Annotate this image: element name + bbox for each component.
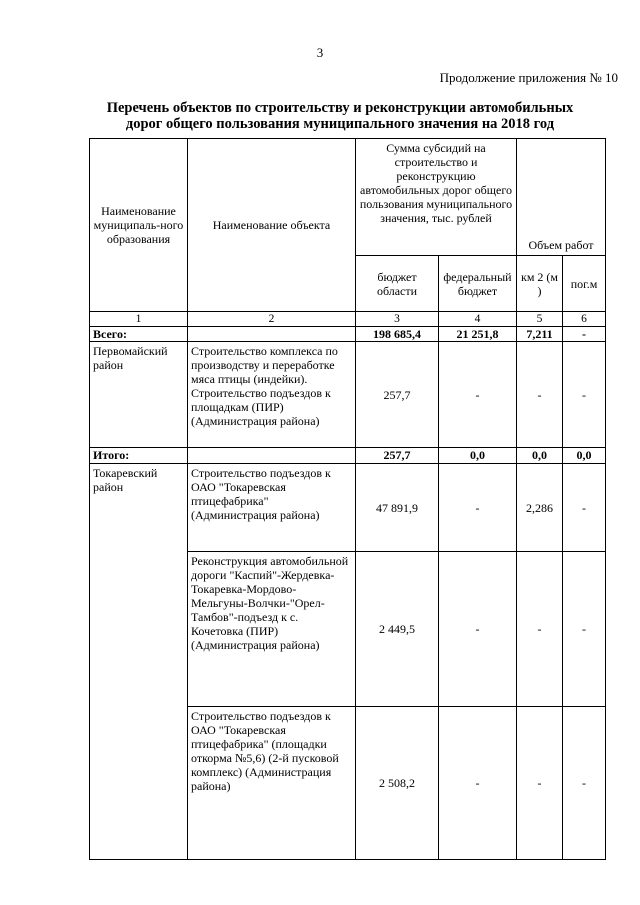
subtotal-km: 0,0 [517, 448, 563, 464]
regional-value: 47 891,9 [356, 464, 439, 552]
km-value: - [517, 342, 563, 448]
objects-table [89, 138, 606, 860]
table-row [90, 342, 606, 448]
subtotal-regional: 257,7 [356, 448, 439, 464]
regional-value: 257,7 [356, 342, 439, 448]
col-num: 2 [188, 312, 356, 327]
total-regional: 198 685,4 [356, 327, 439, 342]
object-name: Строительство комплекса по производству и переработке мяса птицы (индейки). Строительство подъездов к площадкам (ПИР) (Администрация района) [188, 342, 356, 448]
total-pogm: - [563, 327, 606, 342]
header-object: Наименование объекта [188, 139, 356, 312]
empty-cell [188, 327, 356, 342]
subtotal-pogm: 0,0 [563, 448, 606, 464]
total-row [90, 327, 606, 342]
regional-value: 2 508,2 [356, 707, 439, 860]
district-name: Токаревский район [90, 464, 188, 860]
appendix-label: Продолжение приложения № 10 [439, 70, 618, 85]
empty-cell [188, 448, 356, 464]
col-num: 4 [439, 312, 517, 327]
pogm-value: - [563, 552, 606, 707]
total-label: Всего: [90, 327, 188, 342]
col-num: 5 [517, 312, 563, 327]
subtotal-row [90, 448, 606, 464]
object-name: Строительство подъездов к ОАО "Токаревская птицефабрика" (площадки откорма №5,6) (2-й пусковой комплекс) (Администрация района) [188, 707, 356, 860]
regional-value: 2 449,5 [356, 552, 439, 707]
page-number: 3 [316, 45, 324, 60]
header-subsidy: Сумма субсидий на строительство и реконструкцию автомобильных дорог общего пользования муниципального значения, тыс. рублей [356, 139, 517, 256]
column-numbers-row [90, 312, 606, 327]
object-name: Реконструкция автомобильной дороги "Каспий"-Жердевка-Токаревка-Мордово-Мельгуны-Волчки-"Орел-Тамбов"-подъезд к с. Кочетовка (ПИР) (Администрация района) [188, 552, 356, 707]
federal-value: - [439, 464, 517, 552]
title-line-1: Перечень объектов по строительству и реконструкции автомобильных [106, 100, 574, 116]
header-volume: Объем работ [517, 139, 606, 256]
km-value: 2,286 [517, 464, 563, 552]
subtotal-label: Итого: [90, 448, 188, 464]
federal-value: - [439, 707, 517, 860]
district-name: Первомайский район [90, 342, 188, 448]
header-regional-budget: бюджет области [356, 256, 439, 312]
pogm-value: - [563, 707, 606, 860]
pogm-value: - [563, 464, 606, 552]
object-name: Строительство подъездов к ОАО "Токаревская птицефабрика" (Администрация района) [188, 464, 356, 552]
km-value: - [517, 552, 563, 707]
pogm-value: - [563, 342, 606, 448]
total-federal: 21 251,8 [439, 327, 517, 342]
km-value: - [517, 707, 563, 860]
col-num: 1 [90, 312, 188, 327]
federal-value: - [439, 342, 517, 448]
title-line-2: дорог общего пользования муниципального значения на 2018 год [125, 116, 555, 132]
header-municipality: Наименование муниципаль-ного образования [90, 139, 188, 312]
table-row [90, 464, 606, 552]
subtotal-federal: 0,0 [439, 448, 517, 464]
header-pogm: пог.м [563, 256, 606, 312]
header-row-main [90, 139, 606, 256]
header-federal-budget: федеральный бюджет [439, 256, 517, 312]
federal-value: - [439, 552, 517, 707]
document-title [60, 100, 620, 132]
col-num: 6 [563, 312, 606, 327]
col-num: 3 [356, 312, 439, 327]
header-km: км 2 (м ) [517, 256, 563, 312]
total-km: 7,211 [517, 327, 563, 342]
